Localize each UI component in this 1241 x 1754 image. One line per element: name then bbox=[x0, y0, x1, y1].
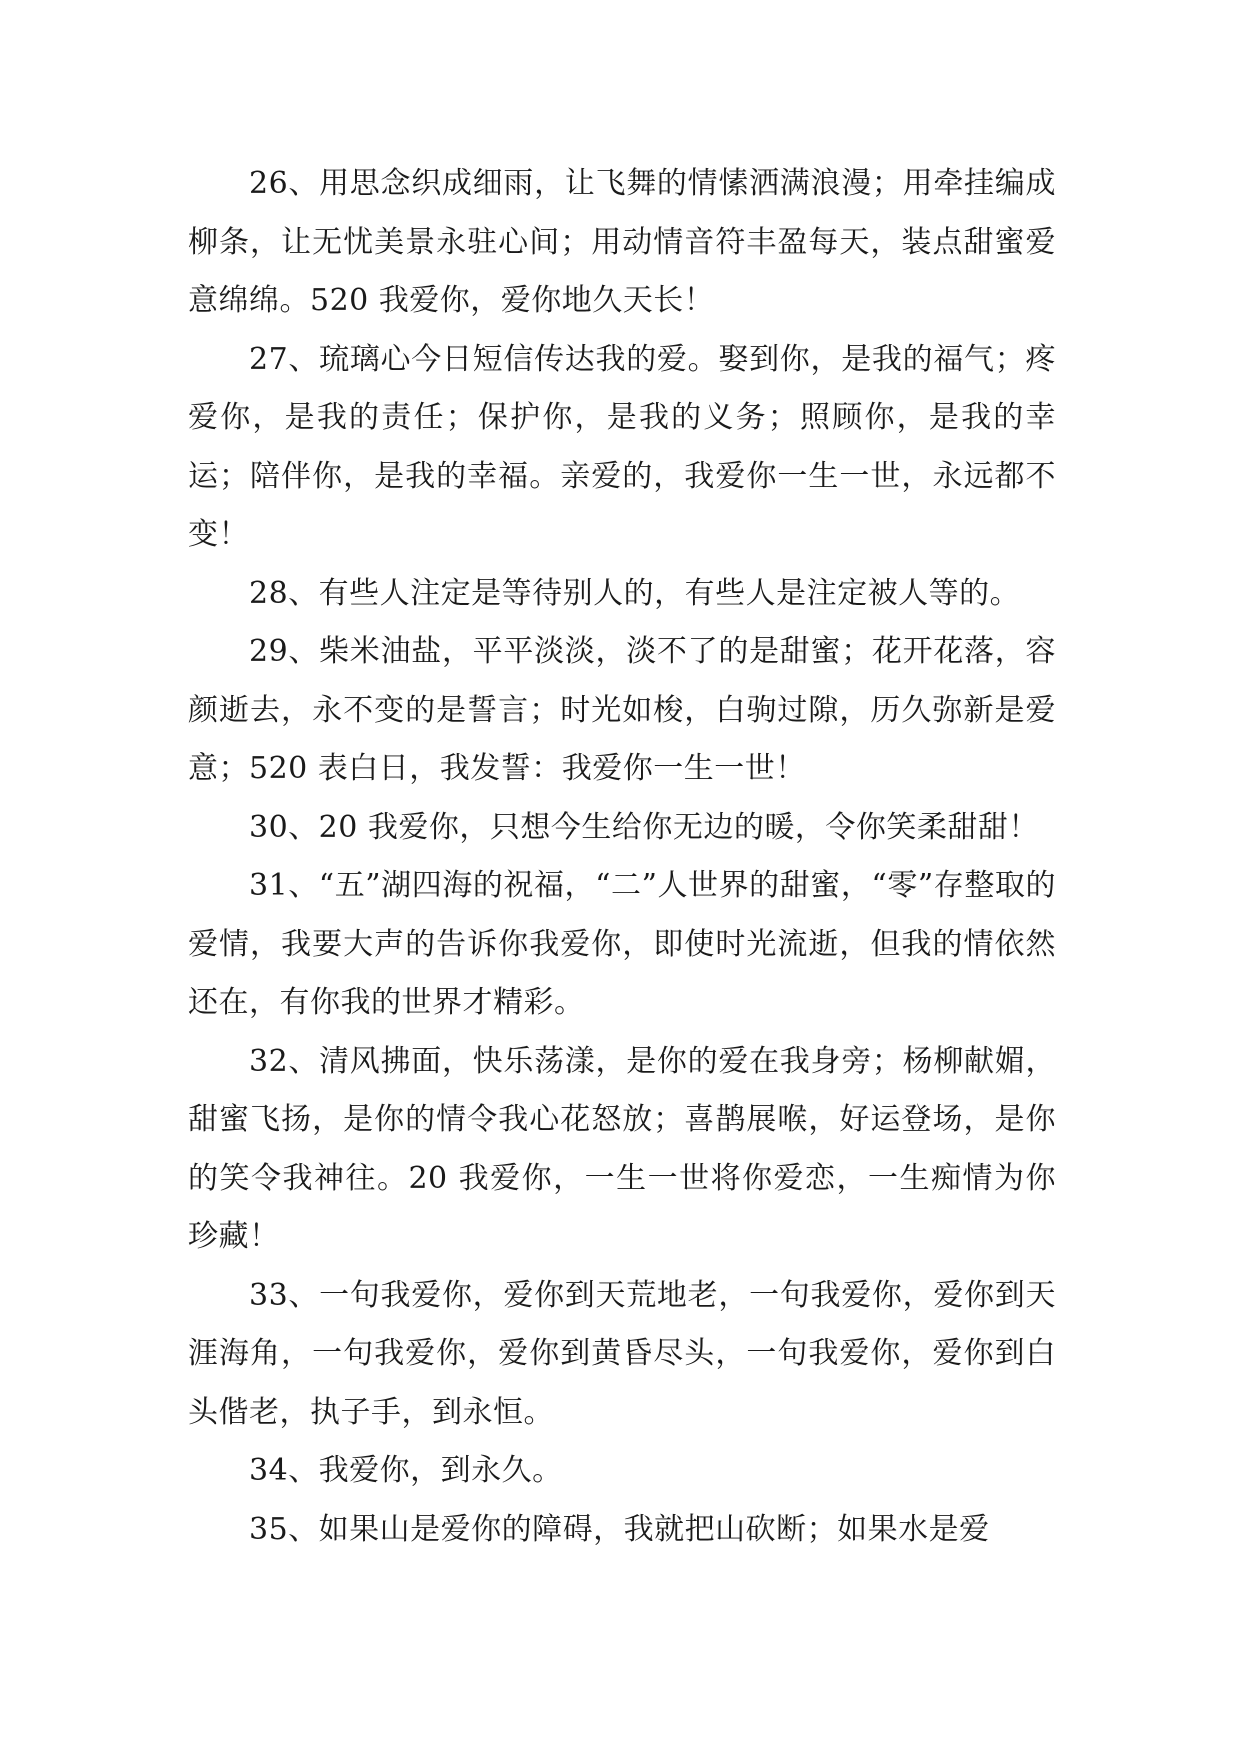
document-body bbox=[188, 155, 1056, 1559]
paragraph-34: 34、我爱你，到永久。 bbox=[249, 1453, 563, 1488]
paragraph-30: 30、20 我爱你，只想今生给你无边的暖，令你笑柔甜甜！ bbox=[249, 809, 1039, 845]
paragraph-29: 29、柴米油盐，平平淡淡，淡不了的是甜蜜；花开花落，容颜逝去，永不变的是誓言；时光如梭，白驹过隙，历久弥新是爱意；520 表白日，我发誓：我爱你一生一世！ bbox=[188, 634, 1056, 786]
paragraph-28: 28、有些人注定是等待别人的，有些人是注定被人等的。 bbox=[249, 575, 1021, 611]
paragraph-26: 26、用思念织成细雨，让飞舞的情愫洒满浪漫；用牵挂编成柳条，让无忧美景永驻心间；用动情音符丰盈每天，装点甜蜜爱意绵绵。520 我爱你，爱你地久天长！ bbox=[188, 166, 1056, 318]
paragraph-33: 33、一句我爱你，爱你到天荒地老，一句我爱你，爱你到天涯海角，一句我爱你，爱你到黄昏尽头，一句我爱你，爱你到白头偕老，执子手，到永恒。 bbox=[188, 1277, 1056, 1430]
paragraph-31: 31、“五”湖四海的祝福，“二”人世界的甜蜜，“零”存整取的爱情，我要大声的告诉你我爱你，即使时光流逝，但我的情依然还在，有你我的世界才精彩。 bbox=[188, 868, 1056, 1020]
paragraph-35: 35、如果山是爱你的障碍，我就把山砍断；如果水是爱 bbox=[249, 1511, 990, 1547]
paragraph-32: 32、清风拂面，快乐荡漾，是你的爱在我身旁；杨柳献媚，甜蜜飞扬，是你的情令我心花怒放；喜鹊展喉，好运登场，是你的笑令我神往。20 我爱你，一生一世将你爱恋，一生痴情为你珍藏！ bbox=[188, 1043, 1056, 1254]
paragraph-27: 27、琉璃心今日短信传达我的爱。娶到你，是我的福气；疼爱你，是我的责任；保护你，是我的义务；照顾你，是我的幸运；陪伴你，是我的幸福。亲爱的，我爱你一生一世，永远都不变！ bbox=[188, 341, 1056, 552]
